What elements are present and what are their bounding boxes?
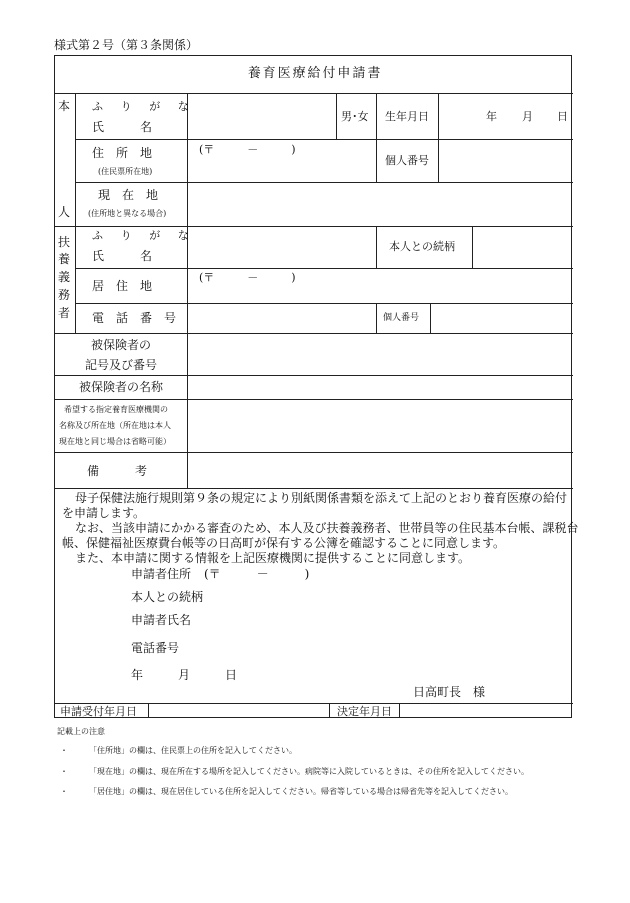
insured-number-label-2: 記号及び番号 — [85, 358, 158, 372]
applicant-phone-label: 電話番号 — [131, 641, 180, 655]
current-location-label: 現 在 地 — [98, 188, 159, 202]
hospital-label-3: 現在地と同じ場合は省略可能） — [59, 437, 171, 446]
applicant-relationship-label: 本人との続柄 — [131, 590, 204, 604]
declaration-line-1: 母子保健法施行規則第９条の規定により別紙関係書類を添えて上記のとおり養育医療の給付 — [75, 491, 568, 505]
insured-number-label: 被保険者の — [91, 338, 152, 352]
declaration-line-2: を申請します。 — [62, 506, 146, 520]
phone-label: 電 話 番 号 — [92, 311, 177, 325]
hospital-label-2: 名称及び所在地（所在地は本人 — [59, 421, 171, 430]
phone-field[interactable] — [188, 304, 375, 332]
applicant-furigana-label: ふ り が な — [92, 100, 193, 113]
declaration-line-5: また、本申請に関する情報を上記医療機関に提供することに同意します。 — [75, 551, 471, 565]
note-item: 「居住地」の欄は、現在居住している住所を記入してください。帰省等している場合は帰省先等を記入してください。 — [89, 787, 513, 796]
note-item: 「住所地」の欄は、住民票上の住所を記入してください。 — [89, 746, 297, 755]
note-item: 「現在地」の欄は、現在所在する場所を記入してください。病院等に入院しているときは、その住所を記入してください。 — [89, 767, 529, 776]
hospital-field[interactable] — [188, 400, 572, 451]
notes-heading: 記載上の注意 — [57, 727, 105, 736]
applicant-address-postal-field[interactable]: (〒 － ) — [204, 567, 310, 581]
birth-month-unit: 月 — [522, 110, 533, 123]
application-day-unit: 日 — [225, 668, 238, 682]
received-date-label: 申請受付年月日 — [60, 705, 137, 718]
guardian-name-label: 氏 名 — [92, 249, 153, 263]
form-title: 養育医療給付申請書 — [247, 66, 383, 81]
current-location-sublabel: (住所地と異なる場合) — [88, 209, 167, 218]
applicant-personal-number-field[interactable] — [439, 140, 572, 181]
guardian-furigana-label: ふ り が な — [92, 229, 193, 242]
address-label: 住 所 地 — [92, 146, 153, 160]
declaration-line-3: なお、当該申請にかかる審査のため、本人及び扶養義務者、世帯員等の住民基本台帳、課税台 — [75, 521, 579, 535]
birth-year-unit: 年 — [486, 110, 497, 123]
note-bullet: ・ — [60, 746, 68, 755]
applicant-address-label: 申請者住所 — [131, 567, 192, 581]
applicant-side-label-bottom: 人 — [58, 205, 71, 219]
guardian-relationship-label: 本人との続柄 — [389, 240, 455, 253]
note-bullet: ・ — [60, 767, 68, 776]
guardian-side-char: 養 — [58, 252, 71, 266]
guardian-side-char: 義 — [58, 270, 71, 284]
guardian-name-field[interactable] — [188, 227, 375, 267]
form-number: 様式第２号（第３条関係） — [54, 38, 199, 52]
address-sublabel: (住民票所在地) — [98, 167, 153, 176]
addressee: 日高町長 様 — [413, 685, 486, 699]
note-bullet: ・ — [60, 787, 68, 796]
decided-date-field[interactable] — [400, 704, 572, 717]
insured-number-field[interactable] — [188, 334, 572, 374]
gender-selector[interactable]: 男･女 — [341, 110, 369, 123]
guardian-personal-number-label: 個人番号 — [383, 313, 420, 323]
remarks-field[interactable] — [188, 453, 572, 487]
decided-date-label: 決定年月日 — [337, 705, 392, 718]
applicant-name-field[interactable] — [188, 94, 335, 138]
declaration-line-4: 帳、保健福祉医療費台帳等の日高町が保有する公簿を確認することに同意します。 — [62, 536, 506, 550]
applicant-name-label-block: 申請者氏名 — [131, 613, 192, 627]
application-month-unit: 月 — [178, 668, 191, 682]
guardian-personal-number-field[interactable] — [431, 304, 572, 332]
application-year-unit: 年 — [131, 668, 144, 682]
address-postal-field[interactable]: (〒 － ) — [199, 143, 296, 156]
remarks-label: 備 考 — [87, 464, 148, 478]
guardian-relationship-field[interactable] — [473, 227, 572, 267]
applicant-personal-number-label: 個人番号 — [385, 154, 429, 167]
guardian-side-char: 務 — [58, 288, 71, 302]
guardian-side-char: 扶 — [58, 235, 71, 249]
insured-name-field[interactable] — [188, 376, 572, 398]
applicant-name-label: 氏 名 — [92, 120, 153, 134]
guardian-side-char: 者 — [58, 306, 71, 320]
insured-name-label: 被保険者の名称 — [79, 380, 164, 394]
residence-postal-field[interactable]: (〒 － ) — [199, 271, 296, 284]
birth-date-label: 生年月日 — [385, 110, 429, 123]
received-date-field[interactable] — [149, 704, 328, 717]
birth-day-unit: 日 — [557, 110, 568, 123]
current-location-field[interactable] — [188, 183, 572, 225]
applicant-side-label-top: 本 — [58, 99, 71, 113]
residence-label: 居 住 地 — [92, 279, 153, 293]
hospital-label-1: 希望する指定養育医療機関の — [64, 405, 168, 414]
